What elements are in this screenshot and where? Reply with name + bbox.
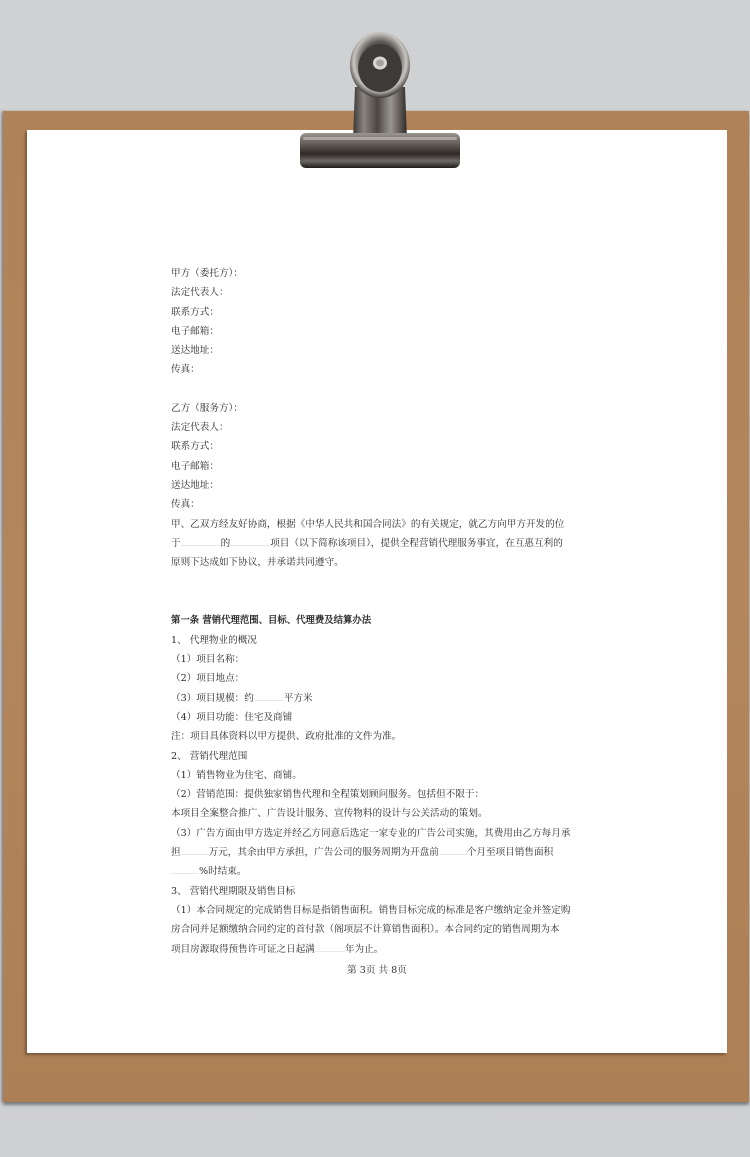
project-name-blank bbox=[230, 536, 270, 546]
project-scale-item bbox=[171, 689, 581, 708]
section-1-note: 注：项目具体资料以甲方提供、政府批准的文件为准。 bbox=[171, 731, 402, 743]
preamble-line-3: 原则下达成如下协议，并承诺共同遵守。 bbox=[171, 557, 344, 569]
advertising-text: 担 bbox=[171, 847, 181, 859]
scale-unit: 平方米 bbox=[283, 692, 313, 704]
years-blank bbox=[315, 942, 345, 952]
area-blank bbox=[254, 691, 284, 701]
sales-property-item: （1）销售物业为住宅、商铺。 bbox=[171, 769, 302, 781]
party-a-legal-rep: 法定代表人： bbox=[171, 287, 229, 299]
percent-blank bbox=[171, 864, 199, 874]
marketing-scope-item: （2）营销范围：提供独家销售代理和全程策划顾问服务。包括但不限于： bbox=[171, 789, 485, 801]
preamble-line-2 bbox=[171, 534, 581, 553]
party-a-fax: 传真： bbox=[171, 364, 200, 376]
party-b-title: 乙方（服务方）： bbox=[171, 402, 243, 414]
months-blank bbox=[439, 845, 467, 855]
advertising-text: %时结束。 bbox=[199, 866, 247, 878]
advertising-item-line-1: （3）广告方面由甲方选定并经乙方同意后选定一家专业的广告公司实施，其费用由乙方每月承 bbox=[171, 827, 571, 839]
party-b-legal-rep: 法定代表人： bbox=[171, 422, 229, 434]
party-b-address: 送达地址： bbox=[171, 479, 219, 491]
section-1-title: 1、 代理物业的概况 bbox=[171, 634, 257, 646]
project-function-item: （4）项目功能：住宅及商铺 bbox=[171, 711, 293, 723]
party-a-contact: 联系方式： bbox=[171, 306, 219, 318]
sales-target-line-3 bbox=[171, 940, 581, 959]
preamble-text: 项目（以下简称该项目），提供全程营销代理服务事宜，在互惠互利的 bbox=[270, 537, 563, 549]
contract-body bbox=[171, 264, 581, 959]
sales-period-text: 项目房源取得预售许可证之日起满 bbox=[171, 943, 315, 955]
location-blank bbox=[181, 536, 221, 546]
project-location-item: （2）项目地点： bbox=[171, 673, 245, 685]
page-number: 第 3页 共 8页 bbox=[347, 965, 407, 976]
marketing-scope-detail: 本项目全案整合推广、广告设计服务、宣传物料的设计与公关活动的策划。 bbox=[171, 808, 488, 820]
monthly-fee-blank bbox=[181, 845, 209, 855]
article-1-heading: 第一条 营销代理范围、目标、代理费及结算办法 bbox=[171, 615, 372, 627]
preamble-text: 的 bbox=[220, 537, 231, 549]
advertising-item-line-3 bbox=[171, 862, 581, 881]
scale-label: （3）项目规模：约 bbox=[171, 692, 254, 704]
advertising-text: 个月至项目销售面积 bbox=[466, 847, 554, 859]
section-3-title: 3、 营销代理期限及销售目标 bbox=[171, 885, 296, 897]
party-b-contact: 联系方式： bbox=[171, 441, 219, 453]
sales-period-text: 年为止。 bbox=[344, 943, 384, 955]
party-b-fax: 传真： bbox=[171, 499, 200, 511]
party-a-title: 甲方（委托方）： bbox=[171, 268, 243, 279]
project-name-item: （1）项目名称： bbox=[171, 654, 245, 666]
binder-clip-icon bbox=[295, 25, 465, 170]
sales-target-line-2: 房合同并足额缴纳合同约定的首付款（阁项层不计算销售面积）。本合同约定的销售周期为本 bbox=[171, 924, 560, 936]
party-b-email: 电子邮箱： bbox=[171, 460, 219, 472]
section-2-title: 2、 营销代理范围 bbox=[171, 750, 248, 762]
party-a-address: 送达地址： bbox=[171, 345, 219, 357]
advertising-text: 万元，其余由甲方承担，广告公司的服务周期为开盘前 bbox=[208, 847, 439, 859]
preamble-text: 于 bbox=[171, 537, 181, 549]
advertising-item-line-2 bbox=[171, 843, 581, 862]
party-a-email: 电子邮箱： bbox=[171, 325, 219, 337]
preamble-line-1: 甲、乙双方经友好协商，根据《中华人民共和国合同法》的有关规定，就乙方向甲方开发的位 bbox=[171, 518, 565, 530]
sales-target-line-1: （1）本合同规定的完成销售目标是指销售面积。销售目标完成的标准是客户缴纳定金并签定购 bbox=[171, 904, 571, 916]
